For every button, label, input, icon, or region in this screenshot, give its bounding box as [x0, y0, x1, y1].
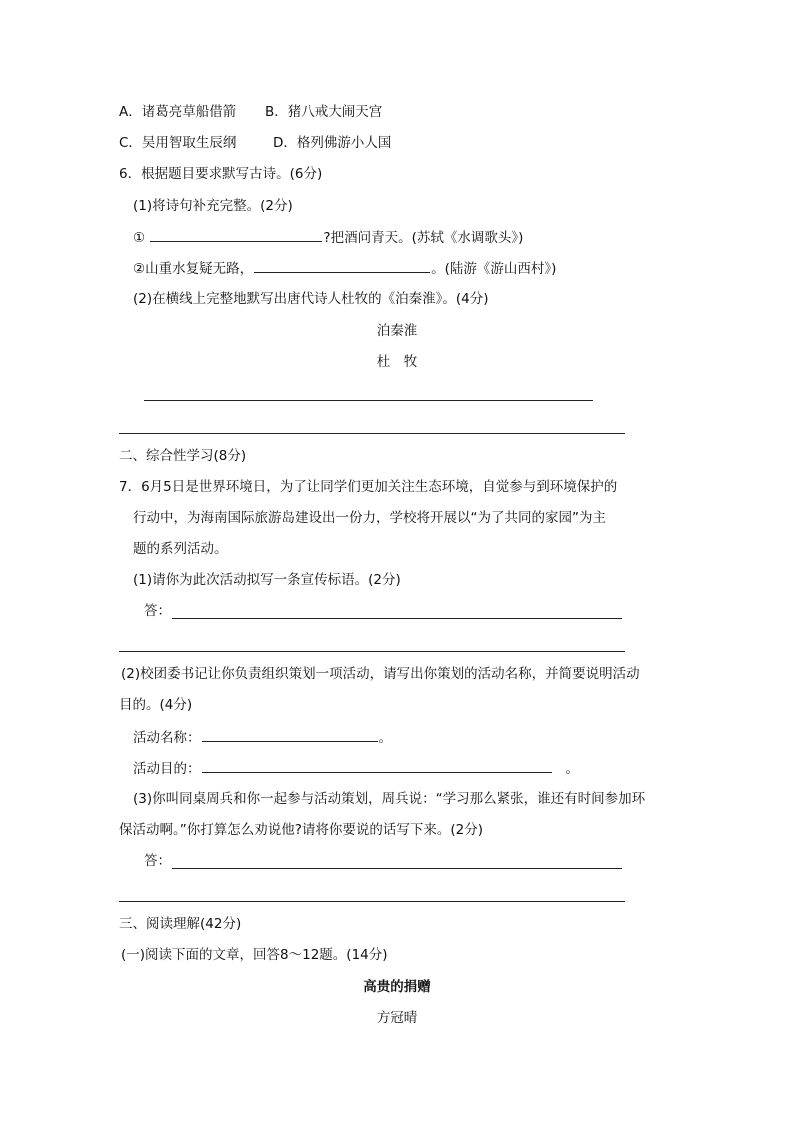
q6-item2-suffix: 。(陆游《游山西村》): [431, 261, 557, 277]
poem-author: 杜 牧: [376, 354, 418, 370]
q6-item1-blank[interactable]: [150, 227, 322, 242]
q6-title: 6．根据题目要求默写古诗。(6分): [119, 166, 323, 182]
q6-item2-prefix: ②山重水复疑无路，: [133, 261, 254, 277]
q7-part2-line-2: 目的。(4分): [119, 697, 193, 713]
answer-label-1: 答：: [144, 603, 171, 619]
activity-name-blank[interactable]: [202, 727, 378, 742]
activity-purpose-row: [133, 758, 579, 779]
option-a: A．诸葛亮草船借箭: [119, 104, 237, 120]
answer-line-1b[interactable]: [119, 651, 625, 652]
poem-answer-line-2[interactable]: [119, 433, 625, 434]
q7-part3-line-2: 保活动啊。”你打算怎么劝说他?请将你要说的话写下来。(2分): [119, 822, 484, 838]
q6-item2: [133, 258, 556, 279]
article-title: 高贵的捐赠: [363, 979, 431, 995]
activity-purpose-label: 活动目的：: [133, 761, 201, 777]
q6-item1-suffix: ?把酒问青天。(苏轼《水调歌头》): [323, 230, 524, 246]
option-b: B．猪八戒大闹天宫: [265, 104, 383, 120]
q7-part1: (1)请你为此次活动拟写一条宣传标语。(2分): [133, 572, 401, 588]
activity-name-row: [133, 727, 392, 748]
reading-sub1: (一)阅读下面的文章，回答8～12题。(14分): [121, 947, 388, 963]
q7-part2-line-1: (2)校团委书记让你负责组织策划一项活动，请写出你策划的活动名称，并简要说明活动: [121, 666, 640, 682]
activity-purpose-end: 。: [565, 761, 579, 777]
q7-line-2: 行动中，为海南国际旅游岛建设出一份力，学校将开展以“为了共同的家园”为主: [133, 510, 606, 526]
answer-line-3a[interactable]: [172, 868, 622, 869]
q6-item1: [133, 227, 523, 248]
q6-part1: (1)将诗句补充完整。(2分): [133, 198, 293, 214]
q6-item2-blank[interactable]: [254, 258, 430, 273]
option-c: C．吴用智取生辰纲: [119, 135, 237, 151]
q6-item1-prefix: ①: [133, 230, 146, 246]
activity-name-end: 。: [378, 730, 392, 746]
q7-line-1: 7．6月5日是世界环境日，为了让同学们更加关注生态环境，自觉参与到环境保护的: [119, 479, 618, 495]
poem-answer-line-1[interactable]: [144, 400, 593, 401]
q7-part3-line-1: (3)你叫同桌周兵和你一起参与活动策划，周兵说：“学习那么紧张，谁还有时间参加环: [133, 791, 646, 807]
poem-title: 泊秦淮: [376, 323, 418, 339]
q6-part2: (2)在横线上完整地默写出唐代诗人杜牧的《泊秦淮》。(4分): [133, 291, 489, 307]
activity-name-label: 活动名称：: [133, 730, 201, 746]
section3-heading: 三、阅读理解(42分): [119, 916, 242, 932]
answer-line-1a[interactable]: [172, 618, 622, 619]
activity-purpose-blank[interactable]: [202, 758, 552, 773]
option-d: D．格列佛游小人国: [273, 135, 392, 151]
answer-line-3b[interactable]: [119, 901, 625, 902]
answer-label-3: 答：: [144, 853, 171, 869]
article-author: 方冠晴: [376, 1010, 418, 1026]
q7-line-3: 题的系列活动。: [133, 541, 228, 557]
section2-heading: 二、综合性学习(8分): [119, 448, 247, 464]
